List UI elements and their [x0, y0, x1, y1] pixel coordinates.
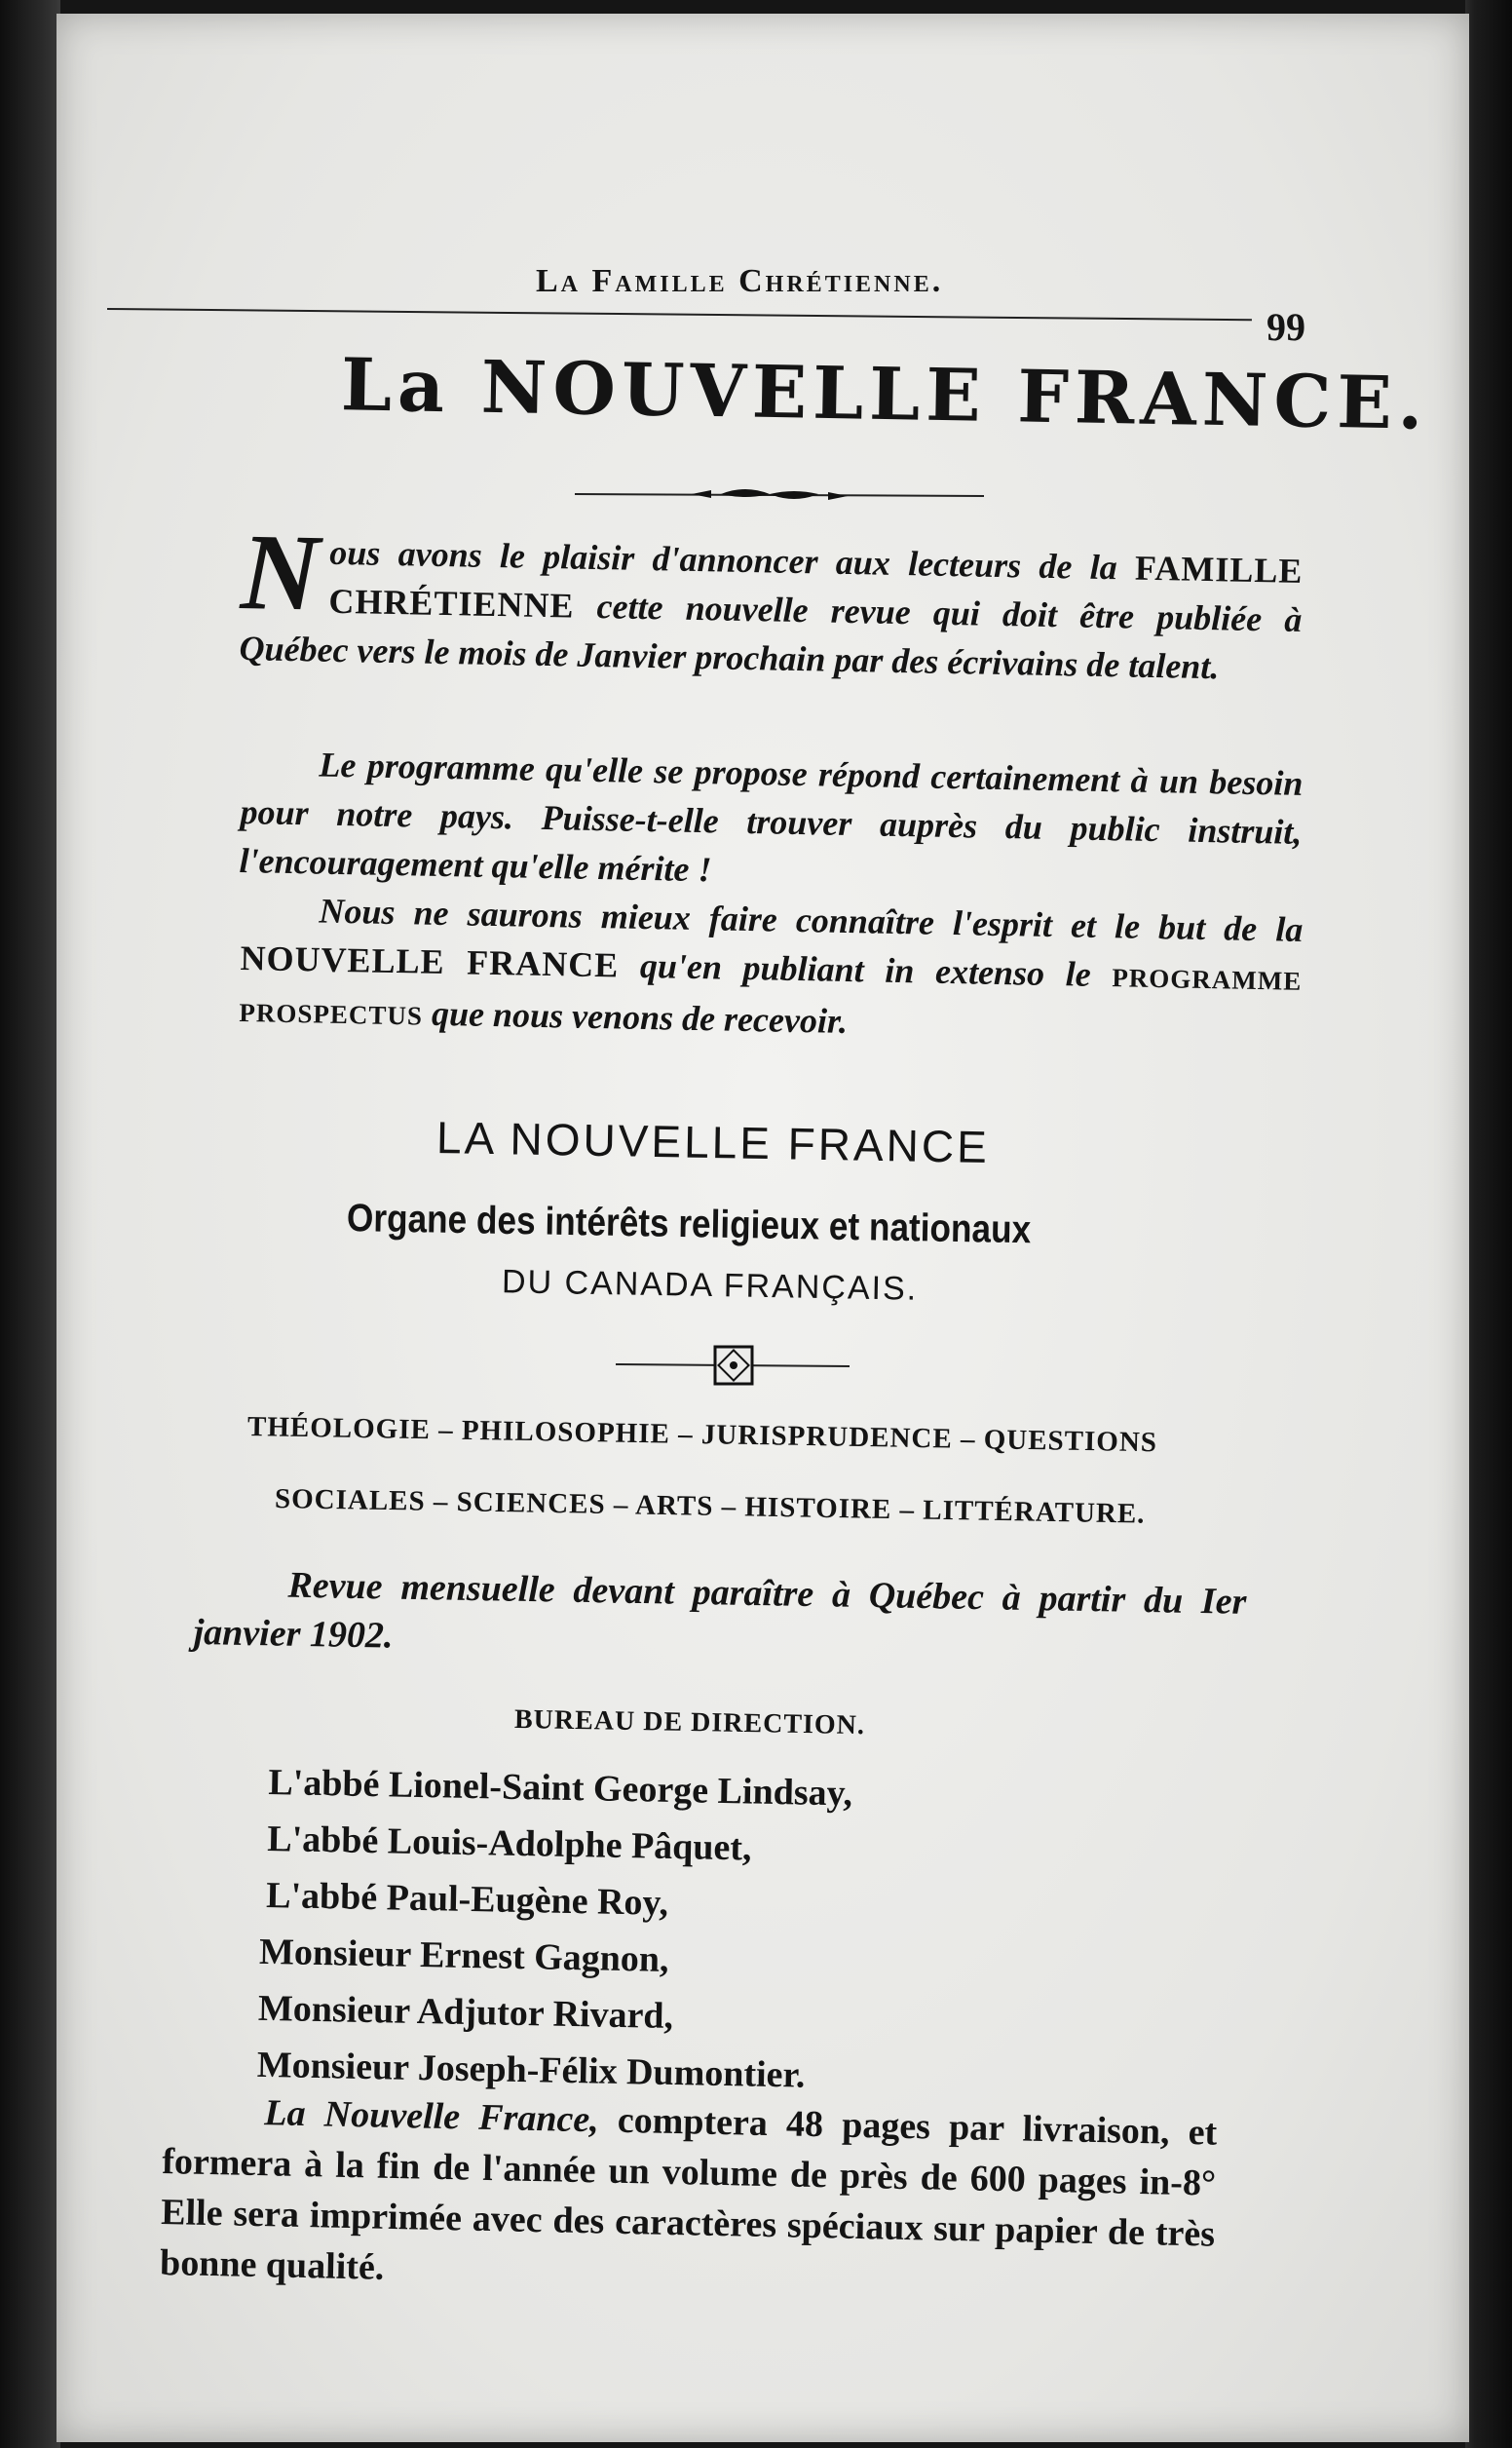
- intro-p3-text-b: qu'en publiant in extenso le: [639, 945, 1092, 994]
- intro-p3-smallcaps-2: PROGRAMME PROSPECTUS: [239, 963, 1303, 1031]
- drop-cap: N: [239, 512, 321, 634]
- prospectus-subtitle-2: DU CANADA FRANÇAIS.: [501, 1263, 919, 1308]
- intro-paragraph-3: [239, 885, 1304, 1057]
- revue-paragraph: Revue mensuelle devant paraître à Québec à partir du Ier janvier 1902.: [193, 1564, 1247, 1657]
- scan-edge-right: [1465, 0, 1512, 2448]
- member-item: L'abbé Lionel-Saint George Lindsay,: [268, 1761, 853, 1815]
- member-item: L'abbé Paul-Eugène Roy,: [265, 1874, 669, 1924]
- running-head-title: La Famille Chrétienne.: [536, 263, 944, 299]
- intro-paragraph-1: [239, 512, 1304, 693]
- closing-text: comptera 48 pages par livraison, et formera à la fin de l'année un volume de près de 600 pages in-8° Elle sera imprimée avec des caractères spéciaux sur papier de très bonne qualité.: [159, 2099, 1218, 2288]
- intro-p1-text-b: cette nouvelle revue qui doit être publiée à Québec vers le mois de Janvier prochain par des écrivains de talent.: [239, 587, 1303, 687]
- member-list: [256, 1754, 853, 2104]
- page-number: 99: [1266, 305, 1305, 349]
- title-ornament-icon: [575, 484, 984, 504]
- member-item: Monsieur Joseph-Félix Dumontier.: [256, 2044, 806, 2096]
- intro-p1-text-a: ous avons le plaisir d'annoncer aux lecteurs de la: [329, 532, 1118, 588]
- member-item: Monsieur Ernest Gagnon,: [258, 1931, 669, 1980]
- member-item: L'abbé Louis-Adolphe Pâquet,: [266, 1817, 752, 1869]
- subjects-line-1: THÉOLOGIE – PHILOSOPHIE – JURISPRUDENCE – QUESTIONS: [246, 1411, 1158, 1459]
- square-ornament-icon: [616, 1335, 850, 1394]
- bureau-heading: BUREAU DE DIRECTION.: [513, 1703, 866, 1741]
- running-head: [107, 244, 1305, 349]
- prospectus-subtitle: Organe des intérêts religieux et nationaux: [346, 1197, 1032, 1252]
- scan-edge-left: [0, 0, 60, 2448]
- prospectus-title: LA NOUVELLE FRANCE: [435, 1112, 991, 1172]
- closing-paragraph: [160, 2085, 1218, 2311]
- article-title: La NOUVELLE FRANCE.: [340, 343, 1430, 446]
- intro-p3-smallcaps: NOUVELLE FRANCE: [240, 937, 620, 985]
- subjects-line-2: SOCIALES – SCIENCES – ARTS – HISTOIRE – LITTÉRATURE.: [274, 1483, 1146, 1530]
- intro-p3-text-c: que nous venons de recevoir.: [431, 993, 849, 1041]
- member-item: Monsieur Adjutor Rivard,: [257, 1987, 674, 2038]
- intro-paragraph-2: Le programme qu'elle se propose répond certainement à un besoin pour notre pays. Puisse-t-elle trouver auprès du public instruit, l'encouragement qu'elle mérite !: [239, 745, 1304, 890]
- intro-p1-smallcaps: FAMILLE CHRÉTIENNE: [328, 548, 1304, 626]
- closing-italic: La Nouvelle France,: [263, 2092, 600, 2141]
- intro-p3-text-a: Nous ne saurons mieux faire connaître l'esprit et le but de la: [319, 891, 1304, 949]
